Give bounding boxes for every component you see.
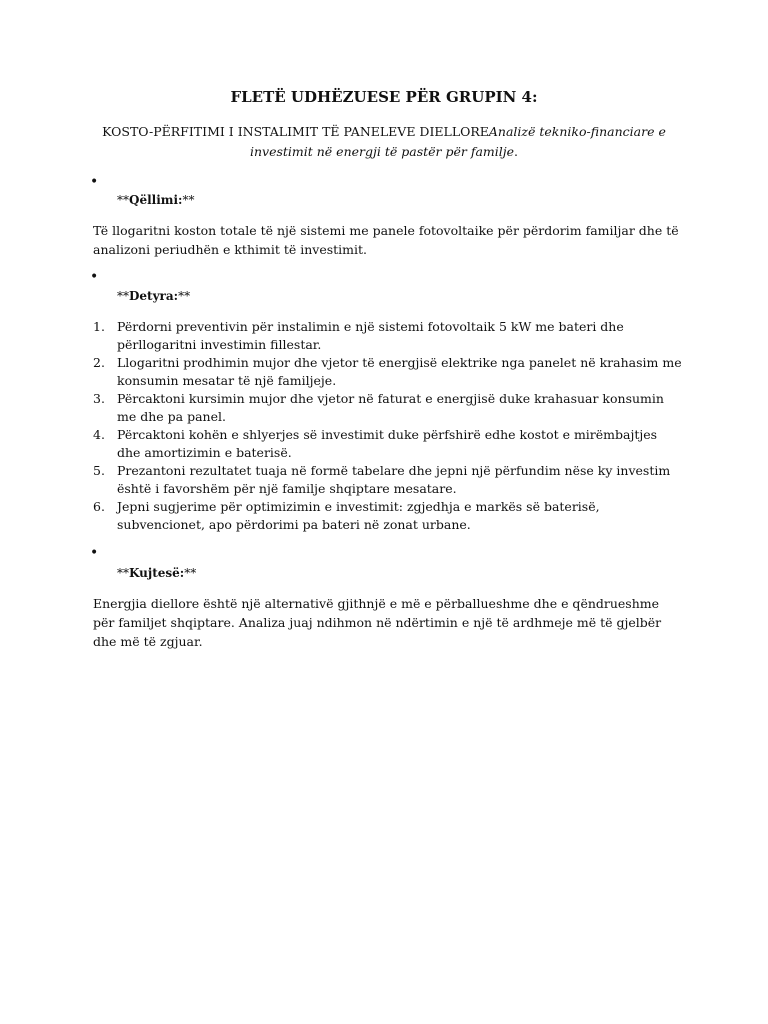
section-label-tasks bbox=[117, 288, 190, 304]
label-suffix: ** bbox=[182, 193, 195, 207]
list-item-text: Jepni sugjerime për optimizimin e investimit: zgjedhja e markës së baterisë, subvencionet, apo përdorimi pa bateri në zonat urbane. bbox=[117, 499, 600, 532]
label-text: Detyra: bbox=[129, 289, 179, 303]
bullet-icon: • bbox=[90, 269, 99, 285]
goal-paragraph: Të llogaritni koston totale të një sistemi me panele fotovoltaike për përdorim familjar dhe të analizoni periudhën e kthimit të investimit. bbox=[93, 223, 679, 257]
list-item-number: 3. bbox=[93, 391, 105, 406]
label-suffix: ** bbox=[184, 566, 197, 580]
list-item-number: 1. bbox=[93, 319, 105, 334]
list-item bbox=[93, 390, 683, 426]
list-item-text: Prezantoni rezultatet tuaja në formë tabelare dhe jepni një përfundim nëse ky investim është i favorshëm për një familje shqiptare mesatare. bbox=[117, 463, 671, 496]
section-label-reminder bbox=[117, 565, 196, 581]
page-subtitle bbox=[100, 122, 668, 162]
bullet-icon: • bbox=[90, 174, 99, 190]
label-suffix: ** bbox=[178, 289, 191, 303]
label-prefix: ** bbox=[117, 289, 129, 303]
list-item-text: Përcaktoni kohën e shlyerjes së investimit duke përfshirë edhe kostot e mirëmbajtjes dhe amortizimin e baterisë. bbox=[117, 427, 658, 460]
list-item bbox=[93, 462, 683, 498]
reminder-paragraph: Energjia diellore është një alternativë gjithnjë e më e përballueshme dhe e qëndrueshme për familjet shqiptare. Analiza juaj ndihmon në ndërtimin e një të ardhmeje më të gjelbër dhe më të zgjuar. bbox=[93, 596, 662, 649]
list-item-number: 4. bbox=[93, 427, 105, 442]
label-text: Kujtesë: bbox=[129, 566, 185, 580]
list-item-text: Përdorni preventivin për instalimin e një sistemi fotovoltaik 5 kW me bateri dhe përllogaritni investimin fillestar. bbox=[117, 319, 624, 352]
list-item-text: Llogaritni prodhimin mujor dhe vjetor të energjisë elektrike nga panelet në krahasim me konsumin mesatar të një familjeje. bbox=[117, 355, 682, 388]
bullet-icon: • bbox=[90, 545, 99, 561]
label-prefix: ** bbox=[117, 193, 129, 207]
list-item bbox=[93, 498, 683, 534]
list-item bbox=[93, 426, 683, 462]
subtitle-end: . bbox=[514, 144, 519, 159]
page-title: FLETË UDHËZUESE PËR GRUPIN 4: bbox=[230, 88, 538, 106]
list-item-text: Përcaktoni kursimin mujor dhe vjetor në faturat e energjisë duke krahasuar konsumin me dhe pa panel. bbox=[117, 391, 664, 424]
task-list bbox=[93, 318, 683, 534]
list-item-number: 2. bbox=[93, 355, 105, 370]
label-text: Qëllimi: bbox=[129, 193, 183, 207]
subtitle-regular: KOSTO-PËRFITIMI I INSTALIMIT TË PANELEVE DIELLORE bbox=[102, 124, 489, 139]
list-item-number: 5. bbox=[93, 463, 105, 478]
list-item bbox=[93, 318, 683, 354]
label-prefix: ** bbox=[117, 566, 129, 580]
list-item bbox=[93, 354, 683, 390]
list-item-number: 6. bbox=[93, 499, 105, 514]
subtitle-italic: Analizë tekniko-financiare e investimit në energji të pastër për familje bbox=[249, 124, 666, 159]
section-label-goal bbox=[117, 192, 194, 208]
